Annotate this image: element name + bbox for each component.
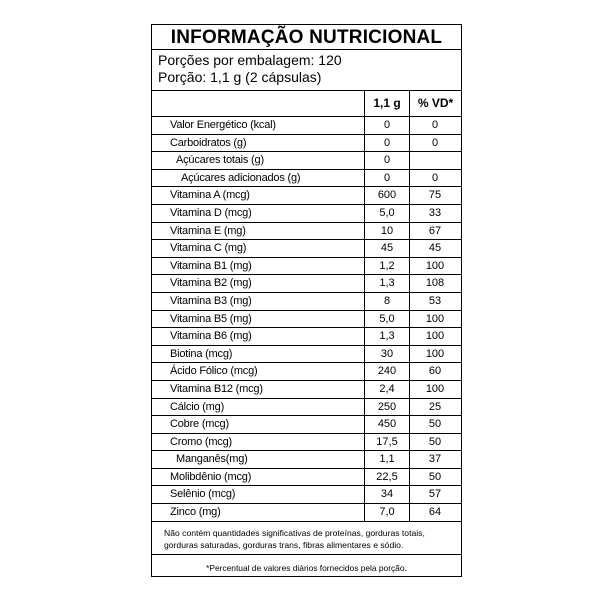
table-row	[152, 469, 461, 487]
nutrient-vd: 0	[431, 136, 439, 149]
nutrient-name: Manganês(mg)	[176, 453, 248, 466]
nutrient-vd: 57	[428, 488, 442, 501]
divider	[152, 49, 461, 50]
nutrient-name: Cobre (mcg)	[170, 418, 229, 431]
table-row	[152, 486, 461, 504]
nutrient-amount: 2,4	[379, 382, 395, 395]
column-header-amount: 1,1 g	[373, 96, 401, 110]
nutrient-name: Vitamina D (mcg)	[170, 206, 252, 219]
serving-size: Porção: 1,1 g (2 cápsulas)	[158, 69, 322, 85]
table-row	[152, 223, 461, 241]
nutrient-name: Vitamina B3 (mg)	[170, 294, 252, 307]
table-row	[152, 240, 461, 258]
nutrient-amount: 1,3	[379, 330, 395, 343]
table-row	[152, 258, 461, 276]
nutrient-vd: 53	[428, 294, 442, 307]
nutrient-amount: 1,1	[379, 453, 395, 466]
nutrient-vd: 25	[428, 400, 442, 413]
nutrient-amount: 600	[377, 189, 397, 202]
nutrient-amount: 1,3	[379, 277, 395, 290]
table-row	[152, 434, 461, 452]
nutrient-amount: 240	[377, 365, 397, 378]
table-row	[152, 451, 461, 469]
nutrient-vd: 45	[428, 242, 442, 255]
nutrient-name: Vitamina A (mcg)	[170, 189, 250, 202]
table-row	[152, 328, 461, 346]
servings-per-package: Porções por embalagem: 120	[158, 52, 342, 68]
nutrient-table	[152, 117, 461, 522]
nutrient-amount: 0	[383, 154, 391, 167]
nutrient-amount: 10	[380, 224, 394, 237]
nutrient-amount: 250	[377, 400, 397, 413]
nutrient-name: Vitamina E (mg)	[170, 224, 246, 237]
table-row	[152, 381, 461, 399]
footnote-vd: *Percentual de valores diários fornecidos pela porção.	[206, 563, 407, 573]
table-row	[152, 416, 461, 434]
nutrient-vd: 33	[428, 206, 442, 219]
nutrient-amount: 5,0	[379, 206, 395, 219]
nutrient-name: Cálcio (mg)	[170, 400, 225, 413]
table-row	[152, 293, 461, 311]
table-row	[152, 399, 461, 417]
nutrient-vd: 64	[428, 506, 442, 519]
nutrient-vd: 108	[425, 277, 445, 290]
nutrient-vd: 100	[425, 347, 445, 360]
nutrient-vd: 0	[431, 171, 439, 184]
nutrient-vd: 75	[428, 189, 442, 202]
nutrient-amount: 1,2	[379, 259, 395, 272]
nutrient-vd: 100	[425, 259, 445, 272]
nutrient-vd: 67	[428, 224, 442, 237]
nutrient-name: Ácido Fólico (mcg)	[170, 365, 258, 378]
divider	[152, 554, 461, 555]
column-header-vd: % VD*	[417, 96, 454, 110]
nutrient-name: Zinco (mg)	[170, 506, 221, 519]
nutrition-facts-label	[151, 24, 462, 577]
nutrient-amount: 8	[383, 294, 391, 307]
nutrient-vd: 60	[428, 365, 442, 378]
divider	[152, 521, 461, 522]
nutrient-name: Vitamina B1 (mg)	[170, 259, 252, 272]
table-row	[152, 152, 461, 170]
nutrient-amount: 5,0	[379, 312, 395, 325]
nutrient-name: Vitamina B12 (mcg)	[170, 382, 263, 395]
nutrient-name: Vitamina C (mg)	[170, 242, 247, 255]
table-row	[152, 170, 461, 188]
table-row	[152, 205, 461, 223]
nutrient-name: Molibdênio (mcg)	[170, 470, 252, 483]
nutrient-amount: 17,5	[376, 435, 398, 448]
nutrient-vd: 100	[425, 330, 445, 343]
nutrient-amount: 0	[383, 171, 391, 184]
nutrient-name: Vitamina B6 (mg)	[170, 330, 252, 343]
nutrient-name: Vitamina B5 (mg)	[170, 312, 252, 325]
table-row	[152, 363, 461, 381]
nutrient-vd: 50	[428, 470, 442, 483]
table-row	[152, 135, 461, 153]
nutrient-vd: 100	[425, 382, 445, 395]
nutrient-name: Cromo (mcg)	[170, 435, 232, 448]
table-row	[152, 346, 461, 364]
nutrient-name: Selênio (mcg)	[170, 488, 236, 501]
nutrient-amount: 450	[377, 418, 397, 431]
nutrient-amount: 0	[383, 119, 391, 131]
nutrient-name: Açúcares totais (g)	[176, 154, 264, 167]
nutrient-name: Açúcares adicionados (g)	[181, 171, 301, 184]
nutrient-vd: 50	[428, 418, 442, 431]
nutrient-amount: 7,0	[379, 506, 395, 519]
nutrient-amount: 45	[380, 242, 394, 255]
table-row	[152, 311, 461, 329]
nutrient-name: Carboidratos (g)	[170, 136, 247, 149]
nutrient-name: Valor Energético (kcal)	[170, 119, 276, 131]
nutrient-amount: 30	[380, 347, 394, 360]
nutrient-amount: 22,5	[376, 470, 398, 483]
nutrient-name: Vitamina B2 (mg)	[170, 277, 252, 290]
table-row	[152, 275, 461, 293]
nutrient-vd: 100	[425, 312, 445, 325]
nutrient-amount: 0	[383, 136, 391, 149]
nutrient-name: Biotina (mcg)	[170, 347, 233, 360]
table-row	[152, 187, 461, 205]
nutrient-vd: 50	[428, 435, 442, 448]
footnote-not-significant: Não contém quantidades significativas de proteínas, gorduras totais, gorduras saturadas, gorduras trans, fibras alimentares e sódio.	[164, 528, 425, 550]
table-row	[152, 117, 461, 135]
table-row	[152, 504, 461, 522]
nutrient-vd: 0	[431, 119, 439, 131]
nutrient-vd: 37	[428, 453, 442, 466]
label-title: INFORMAÇÃO NUTRICIONAL	[170, 27, 443, 48]
nutrient-amount: 34	[380, 488, 394, 501]
